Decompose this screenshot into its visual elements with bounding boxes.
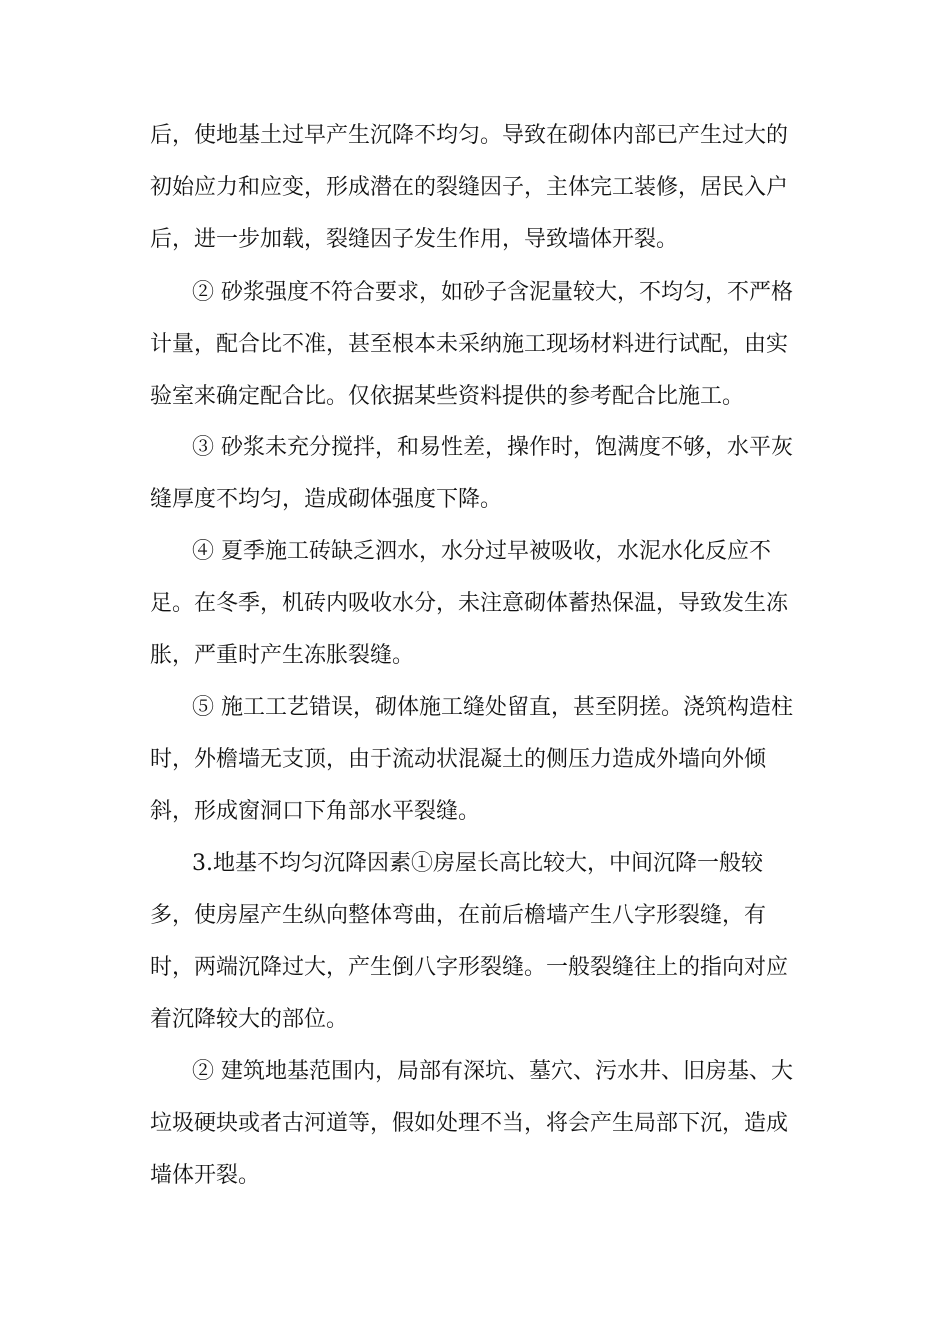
- text-line: 后，使地基土过早产生沉降不均匀。导致在砌体内部已产生过大的: [150, 123, 789, 148]
- text-line: ② 砂浆强度不符合要求，如砂子含泥量较大，不均匀，不严格: [192, 280, 793, 305]
- text-line: 初始应力和应变，形成潜在的裂缝因子，主体完工装修，居民入户: [150, 175, 789, 200]
- text-line: ③ 砂浆未充分搅拌，和易性差，操作时，饱满度不够，水平灰: [192, 435, 793, 460]
- text-line: 着沉降较大的部位。: [150, 1007, 349, 1032]
- text-line: ② 建筑地基范围内，局部有深坑、墓穴、污水井、旧房基、大: [192, 1059, 793, 1084]
- text-line: 计量，配合比不准，甚至根本未采纳施工现场材料进行试配，由实: [150, 332, 789, 357]
- text-line: 时，外檐墙无支顶，由于流动状混凝土的侧压力造成外墙向外倾: [150, 747, 767, 772]
- text-line: 缝厚度不均匀，造成砌体强度下降。: [150, 487, 503, 512]
- text-line: ⑤ 施工工艺错误，砌体施工缝处留直，甚至阴搓。浇筑构造柱: [192, 695, 793, 720]
- text-line: 斜，形成窗洞口下角部水平裂缝。: [150, 799, 481, 824]
- text-line: ④ 夏季施工砖缺乏泗水，水分过早被吸收，水泥水化反应不: [192, 539, 771, 564]
- text-line: 墙体开裂。: [150, 1163, 261, 1188]
- text-line: 3.地基不均匀沉降因素①房屋长高比较大，中间沉降一般较: [192, 851, 763, 876]
- text-line: 后，进一步加载，裂缝因子发生作用，导致墙体开裂。: [150, 227, 679, 252]
- text-line: 胀，严重时产生冻胀裂缝。: [150, 643, 415, 668]
- text-line: 垃圾硬块或者古河道等，假如处理不当，将会产生局部下沉，造成: [150, 1111, 789, 1136]
- text-line: 验室来确定配合比。仅依据某些资料提供的参考配合比施工。: [150, 384, 745, 409]
- text-line: 足。在冬季，机砖内吸收水分，未注意砌体蓄热保温，导致发生冻: [150, 591, 789, 616]
- text-line: 多，使房屋产生纵向整体弯曲，在前后檐墙产生八字形裂缝，有: [150, 903, 767, 928]
- text-line: 时，两端沉降过大，产生倒八字形裂缝。一般裂缝往上的指向对应: [150, 955, 789, 980]
